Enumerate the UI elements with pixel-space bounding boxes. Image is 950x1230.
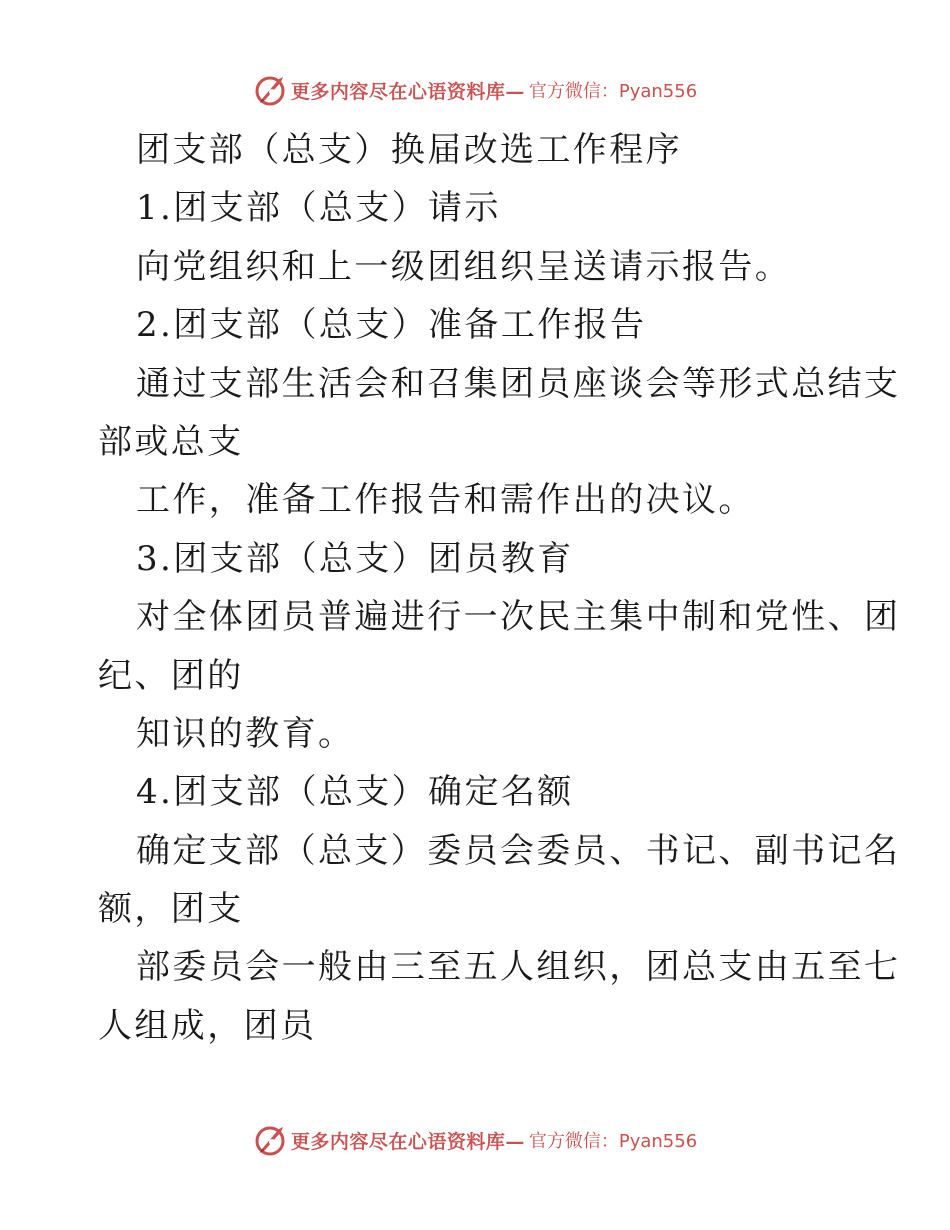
step-2-text-line-3: 工作，准备工作报告和需作出的决议。 [136, 480, 755, 521]
step-3-text-line-1: 对全体团员普遍进行一次民主集中制和党性、团 [136, 597, 901, 638]
document-title: 团支部（总支）换届改选工作程序 [136, 130, 682, 170]
quill-pen-icon [253, 1123, 287, 1157]
step-2-heading: 2.团支部（总支）准备工作报告 [136, 305, 647, 346]
quill-pen-icon [253, 73, 287, 107]
footer-brand-text: 更多内容尽在心语资料库— [290, 1130, 525, 1153]
document-body [98, 121, 901, 1055]
footer-banner [0, 1120, 950, 1160]
step-3-text-line-3: 知识的教育。 [136, 713, 355, 754]
header-wechat-text: 官方微信：Pyan556 [528, 81, 698, 102]
step-4-text-line-1: 确定支部（总支）委员会委员、书记、副书记名 [136, 830, 901, 871]
step-2-text-line-2: 部或总支 [98, 421, 244, 462]
step-4-text-line-4: 人组成，团员 [98, 1005, 317, 1046]
step-1-heading: 1.团支部（总支）请示 [136, 188, 501, 229]
header-banner [0, 70, 950, 110]
step-3-heading: 3.团支部（总支）团员教育 [136, 538, 574, 579]
step-2-text-line-1: 通过支部生活会和召集团员座谈会等形式总结支 [136, 363, 901, 404]
step-3-text-line-2: 纪、团的 [98, 655, 244, 696]
footer-wechat-text: 官方微信：Pyan556 [528, 1131, 698, 1152]
header-brand-text: 更多内容尽在心语资料库— [290, 80, 525, 103]
step-4-text-line-2: 额，团支 [98, 889, 244, 930]
step-4-heading: 4.团支部（总支）确定名额 [136, 772, 574, 813]
step-4-text-line-3: 部委员会一般由三至五人组织，团总支由五至七 [136, 947, 901, 988]
step-1-text: 向党组织和上一级团组织呈送请示报告。 [136, 246, 792, 287]
